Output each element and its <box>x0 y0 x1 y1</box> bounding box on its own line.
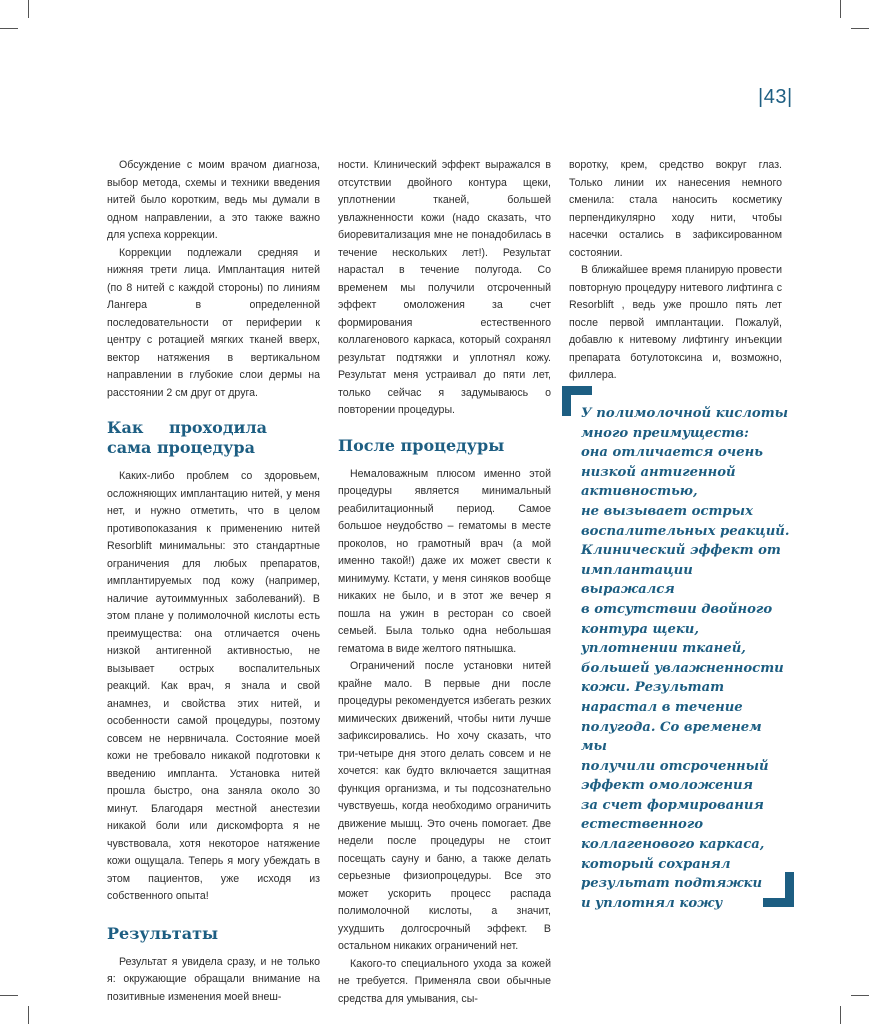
page-number: |43| <box>758 86 793 108</box>
paragraph: ности. Клинический эффект выражался в отсутствии двойного контура щеки, уплотнении тканей, большей увлажненности кожи (надо сказать, что биоревитализация мне не понадобилась в течение нескольких лет!). Результат нарастал в течение полугода. Со временем мы получили отсроченный эффект омоложения за счет формирования естественного коллагенового каркаса, который сохранял результат подтяжки и уплотнял кожу. Результат меня устраивал до пяти лет, только сейчас я задумываюсь о повторении процедуры. <box>338 159 551 416</box>
paragraph: Обсуждение с моим врачом диагноза, выбор метода, схемы и техники введения нитей было коротким, ведь мы думали в одном направлении, а это также важно для успеха коррекции. <box>107 159 320 241</box>
crop-mark <box>851 28 869 29</box>
crop-mark <box>851 995 869 996</box>
paragraph: воротку, крем, средство вокруг глаз. Только линии их нанесения немного сменила: стала наносить косметику перпендикулярно ходу нити, чтобы насечки остались в зафиксированном состоянии. <box>569 159 782 259</box>
paragraph: Немаловажным плюсом именно этой процедуры является минимальный реабилитационный период. Самое большое неудобство – гематомы в месте проколов, но грамотный врач (а мой именно такой!) даже их может свести к минимуму. Кстати, у меня синяков вообще никаких не было, и в этот же вечер я пошла на ужин в ресторан со своей семьей. Была только одна небольшая гематома в виде желтого пятнышка. <box>338 467 551 655</box>
crop-mark <box>0 995 18 996</box>
paragraph: Ограничений после установки нитей крайне мало. В первые дни после процедуры рекомендуется избегать резких мимических движений, чтобы нити лучше зафиксировались. Но хочу сказать, что три-четыре дня этого делать совсем и не хочется: как будто включается защитная функция организма, и ты подсознательно чувствуешь, когда необходимо ограничить движение мышц. Это очень помогает. Две недели после процедуры не стоит посещать сауну и баню, а также делать серьезные физиопроцедуры. Все это может ускорить процесс распада полимолочной кислоты, а значит, ухудшить долгосрочный эффект. В остальном никаких ограничений нет. <box>338 660 551 952</box>
crop-mark <box>28 1006 29 1024</box>
pull-quote: У полимолочной кислоты много преимуществ: она отличается очень низкой антигенной активностью, не вызывает острых воспалительных реакций. Клинический эффект от имплантации выражался в отсутствии двойного контура щеки, уплотнении тканей, большей увлажненности кожи. Результат нарастал в течение полугода. Со временем мы получили отсроченный эффект омоложения за счет формирования естественного коллагенового каркаса, который сохранял результат подтяжки и уплотнял кожу <box>581 406 790 911</box>
crop-mark <box>840 0 841 18</box>
column-1 <box>107 157 320 1006</box>
paragraph: Коррекции подлежали средняя и нижняя трети лица. Имплантация нитей (по 8 нитей с каждой стороны) по линиям Лангера в определенной последовательности от периферии к центру с ротацией мягких тканей вверх, вектор натяжения в вертикальном направлении в глубокие слои дермы на расстоянии 2 см друг от друга. <box>107 246 320 399</box>
paragraph: Каких-либо проблем со здоровьем, осложняющих имплантацию нитей, у меня нет, и нужно отметить, что в целом противопоказания к применению нитей Resorblift минимальны: это стандартные ограничения для любых препаратов, имплантируемых под кожу (например, наличие аутоиммунных заболеваний). В этом плане у полимолочной кислоты есть преимущества: она отличается очень низкой антигенной активностью, не вызывает острых воспалительных реакций. Как врач, я знала и свой анамнез, и свойства этих нитей, и особенности самой процедуры, поэтому совсем не нервничала. Состояние моей кожи не требовало никакой подготовки к введению импланта. Установка нитей прошла быстро, она заняла около 30 минут. Благодаря местной анестезии никакой боли или дискомфорта я не чувствовала, хотя некоторое натяжение кожи ощущала. Теперь я могу убеждать в этом пациентов, уже исходя из собственного опыта! <box>107 470 320 902</box>
crop-mark <box>28 0 29 18</box>
crop-mark <box>0 28 18 29</box>
column-2 <box>338 157 551 1008</box>
paragraph: Какого-то специального ухода за кожей не требуется. Применяла свои обычные средства для умывания, сы- <box>338 957 551 1005</box>
paragraph: В ближайшее время планирую провести повторную процедуру нитевого лифтинга с Resorblift , ведь уже прошло пять лет после первой имплантации. Пожалуй, добавлю к нитевому лифтингу инъекции препарата ботулотоксина и, возможно, филлера. <box>569 264 782 381</box>
column-3 <box>569 157 782 385</box>
paragraph: Результат я увидела сразу, и не только я: окружающие обращали внимание на позитивные изменения моей внеш- <box>107 955 320 1003</box>
crop-mark <box>840 1006 841 1024</box>
section-heading: Как проходила сама процедура <box>107 418 267 457</box>
section-heading: Результаты <box>107 923 219 943</box>
quote-bracket-top-left <box>562 386 571 416</box>
section-heading: После процедуры <box>338 435 505 455</box>
